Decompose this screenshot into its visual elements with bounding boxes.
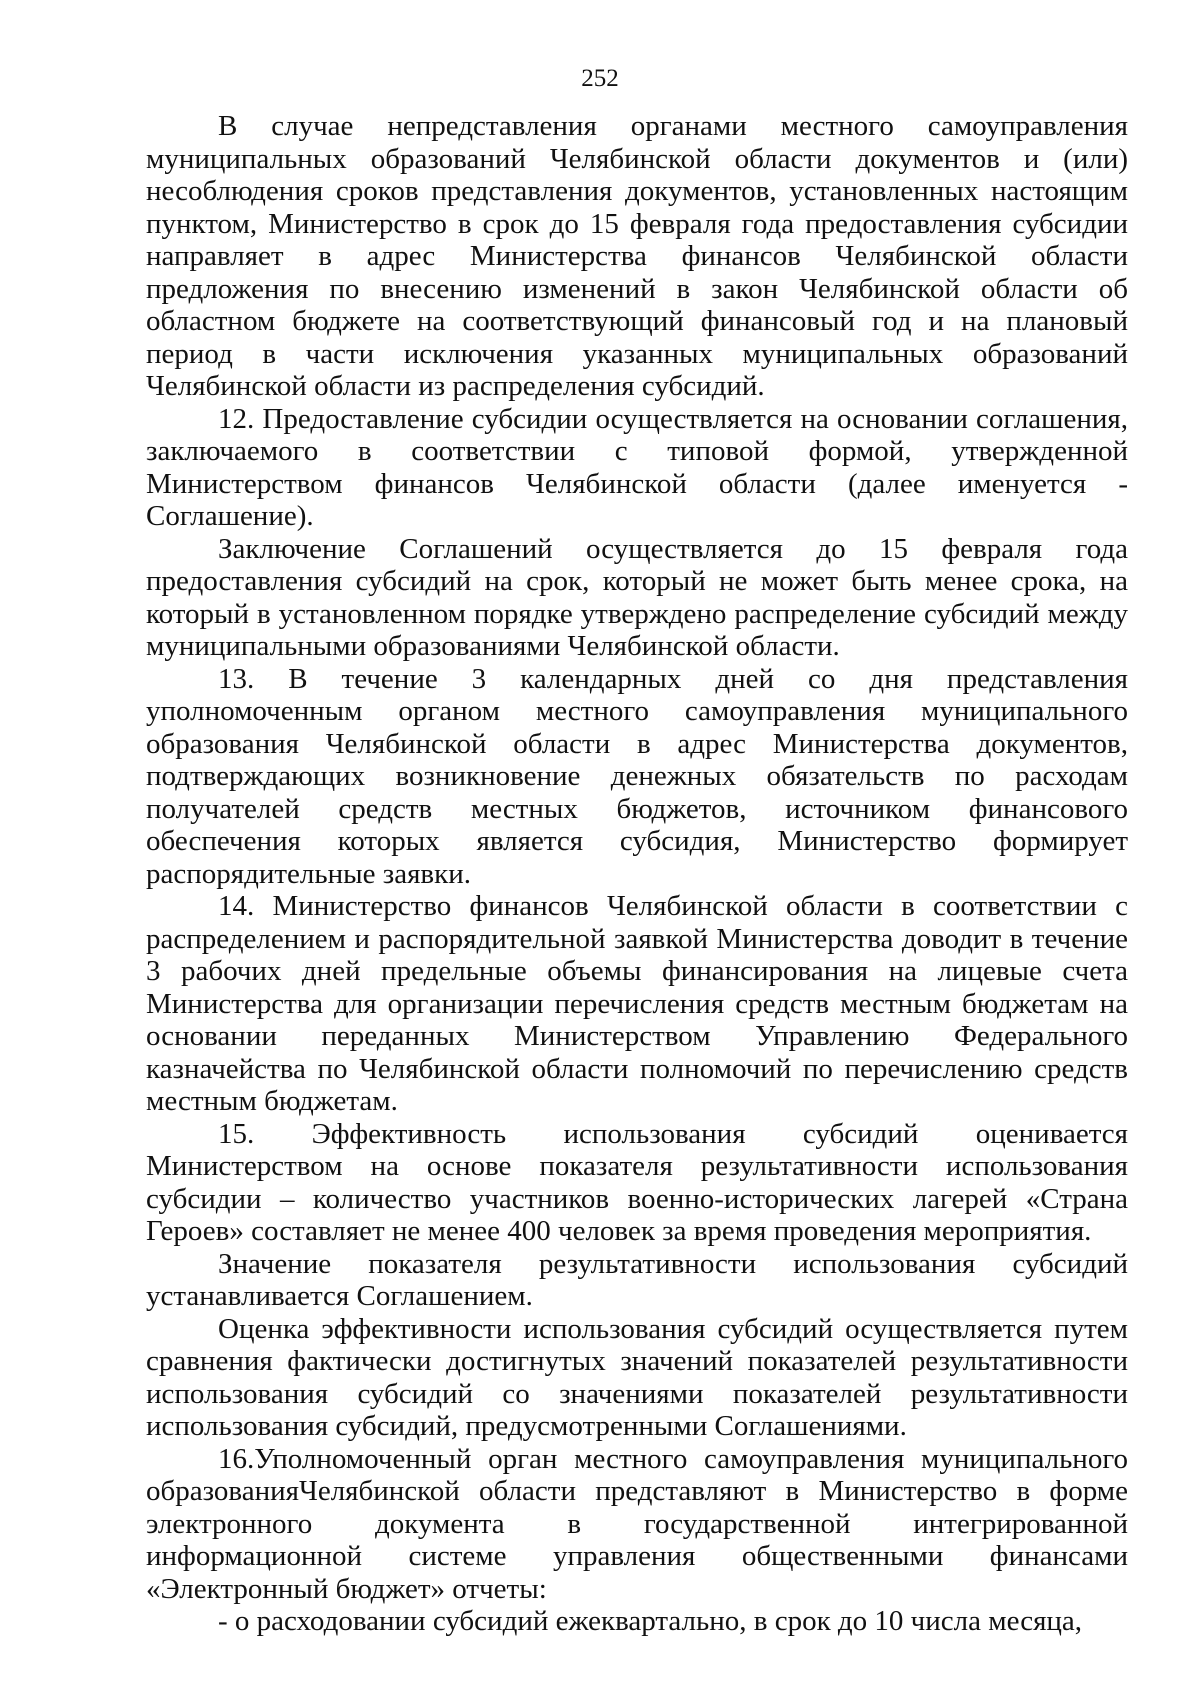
paragraph: 13. В течение 3 календарных дней со дня представления уполномоченным органом местного самоуправления муниципального образования Челябинской области в адрес Министерства документов, подтверждающих возникновение денежных обязательств по расходам получателей средств местных бюджетов, источником финансового обеспечения которых является субсидия, Министерство формирует распорядительные заявки. bbox=[146, 662, 1128, 890]
paragraph: В случае непредставления органами местного самоуправления муниципальных образований Челябинской области документов и (или) несоблюдения сроков представления документов, установленных настоящим пунктом, Министерство в срок до 15 февраля года предоставления субсидии направляет в адрес Министерства финансов Челябинской области предложения по внесению изменений в закон Челябинской области об областном бюджете на соответствующий финансовый год и на плановый период в части исключения указанных муниципальных образований Челябинской области из распределения субсидий. bbox=[146, 110, 1128, 402]
paragraph: 16.Уполномоченный орган местного самоуправления муниципального образованияЧелябинской области представляют в Министерство в форме электронного документа в государственной интегрированной информационной системе управления общественными финансами «Электронный бюджет» отчеты: bbox=[146, 1442, 1128, 1605]
paragraph: 15. Эффективность использования субсидий оценивается Министерством на основе показателя результативности использования субсидии – количество участников военно-исторических лагерей «Страна Героев» составляет не менее 400 человек за время проведения мероприятия. bbox=[146, 1117, 1128, 1247]
page-number: 252 bbox=[581, 65, 619, 92]
paragraph: 12. Предоставление субсидии осуществляется на основании соглашения, заключаемого в соответствии с типовой формой, утвержденной Министерством финансов Челябинской области (далее именуется - Соглашение). bbox=[146, 402, 1128, 532]
document-body bbox=[146, 110, 1128, 1638]
paragraph: - о расходовании субсидий ежеквартально, в срок до 10 числа месяца, bbox=[218, 1605, 1083, 1637]
paragraph: Заключение Соглашений осуществляется до 15 февраля года предоставления субсидий на срок, который не может быть менее срока, на который в установленном порядке утверждено распределение субсидий между муниципальными образованиями Челябинской области. bbox=[146, 532, 1128, 662]
paragraph: Оценка эффективности использования субсидий осуществляется путем сравнения фактически достигнутых значений показателей результативности использования субсидий со значениями показателей результативности использования субсидий, предусмотренными Соглашениями. bbox=[146, 1312, 1128, 1442]
paragraph: Значение показателя результативности использования субсидий устанавливается Соглашением. bbox=[146, 1247, 1128, 1312]
paragraph: 14. Министерство финансов Челябинской области в соответствии с распределением и распорядительной заявкой Министерства доводит в течение 3 рабочих дней предельные объемы финансирования на лицевые счета Министерства для организации перечисления средств местным бюджетам на основании переданных Министерством Управлению Федерального казначейства по Челябинской области полномочий по перечислению средств местным бюджетам. bbox=[146, 890, 1128, 1117]
